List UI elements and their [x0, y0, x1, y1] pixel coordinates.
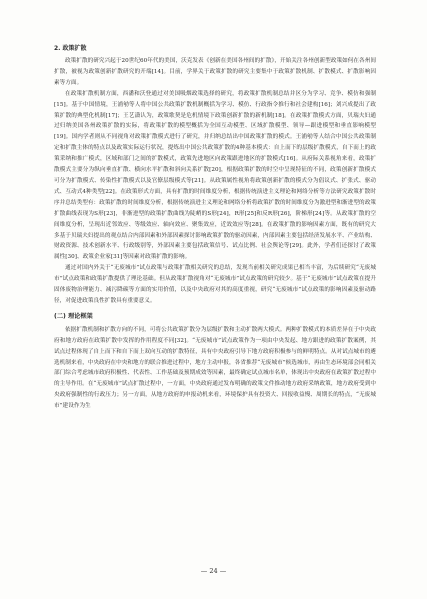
body-text	[54, 44, 376, 412]
section-heading: 2. 政策扩散	[54, 45, 87, 52]
paragraph: 政策扩散的研究兴起于20世纪60年代的美国，沃克发表《创新在美国各州间的扩散》，开始关注各州创新型政策如何在各州间扩散，被视为政策创新扩散研究的开端[14]。目前，学界关于政策扩散的研究主要集中于政策扩散机制、扩散模式、扩散影响因素等方面。	[54, 58, 376, 86]
paragraph: 在政策扩散机制方面，西潘和沃登通过对美国吸烟政策选择的研究，将政策扩散机制总结并区分为学习、竞争、模仿和强制[15]。基于中国情境，王浦劬等人将中国公共政策扩散机制概括为学习、模仿、行政指令推行和社会建构[16]；刘兴成提出了政策扩散的典型化机制[17]；王艺潇认为，政策歌契是危机情境下政策创新扩散的新机制[18]。在政策扩散模式方面，贝瑞夫妇通过归纳美国各州政策扩散的实际，将政策扩散的模型概括为全国互动模型、区域扩散模型、领导—跟进模型和垂直影响模型[19]。国内学者则从不同视角对政策扩散模式进行了研究，并归纳总结出中国政策扩散的模式。王浦劬等人结合中国公共政策制定和扩散主体的特点以及政策实际运行状况，提炼出中国公共政策扩散的4种基本模式：自上而下的层级扩散模式，自下而上的政策采纳和推广模式，区域和部门之间的扩散模式，政策先进地区向政策跟进地区的扩散模式[16]。从府际关系视角来看，政策扩散模式主要分为纵向垂直扩散、横向水平扩散和斜向关系扩散[20]，根据政策扩散的时空中呈现特征的不同，政策创新扩散模式可分为扩散模式、传染性扩散模式以及官僚层级模式等[21]。从政策属性视角将政策创新扩散的模式分为倡议式、扩张式、驱动式、互动式4种类型[22]。在政策形式方面，具有扩散的时间维度分析，根据传统演进主义理论和网络分析等方法研究政策扩散时序并总结类型有：政策扩散的时间维度分析，根据传统演进主义理论和网络分析将政策扩散的时间维度分为激进型和渐进型的政策扩散曲线表现为S形[23]，非渐进型的政策扩散曲线为陡峭的S形[24]，R形[25]和反R形[26]，阶梯形[24]等。从政策扩散的空间维度分析，呈现出近邻效应、等级效应、轴向效应、聚集效应，近效效应等[28]。在政策扩散的影响因素方面，既有的研究大多基于贝瑞夫妇提出的观点结合内部因素和外部因素探讨影响政策扩散的驱动因素，内部因素主要包括经济发展水平、产业结构、财政资源、技术创新水平、行政级别等，外部因素主要包括政策信号、试点比例、社会舆论等[29]。此外，学者们还探讨了政策属性[30]、政策企业家[31]等因素对政策扩散的影响。	[54, 90, 376, 261]
page-number: — 24 —	[200, 567, 227, 575]
subsection-heading: (二) 理论框架	[54, 312, 93, 320]
paragraph: 依据扩散机制和扩散方向的不同，可将公共政策扩散分为层级扩散和主动扩散两大模式。两种扩散模式的本质差异在于中央政府和地方政府在政策扩散中发挥的作用程度不同[32]。“无废城市”试点政策作为一项由中央发起、地方跟进的政策扩散案例，其试点过程体现了自上而下和自下而上双向互动的扩散特征，具有中央政府引导下地方政府积极参与的鲜明特点。从对试点城市的遴选机制来看，中央政府在中央和地方的联合推进过程中，地方主动申报，各省推荐“无废城市”候选城市，再由生态环境部会同相关部门综合考虑城市政府积极性、代表性、工作基础及预期成效等因素，最终确定试点城市名单，体现出中央政府在政策扩散过程中的主导作用。在“无废城市”试点扩散过程中，一方面，中央政府通过发布明确的政策文件推动地方政府采纳政策，地方政府受到中央政府强制性的行政压力；另一方面，从地方政府的申报动机来看，环境保护具有投资大、回报收益慢、周期长的特点，“无废城市”建设作为生	[54, 326, 376, 410]
paragraph: 通过对国内外关于“无废城市”试点政策与政策扩散相关研究的总结，发现当前相关研究成果已相当丰富，为后续研究“无废城市”试点政策和政策扩散提供了理论基础。但从政策扩散视角对“无废城市”试点政策的研究较少。基于“无废城市”试点政策在提升固体废物治理能力、减污降碳等方面的实用价值，以及中央政府对其的高度重视，研究“无废城市”试点政策的影响因素及驱动路径，对促进政策良性扩散具有重要意义。	[54, 265, 376, 304]
